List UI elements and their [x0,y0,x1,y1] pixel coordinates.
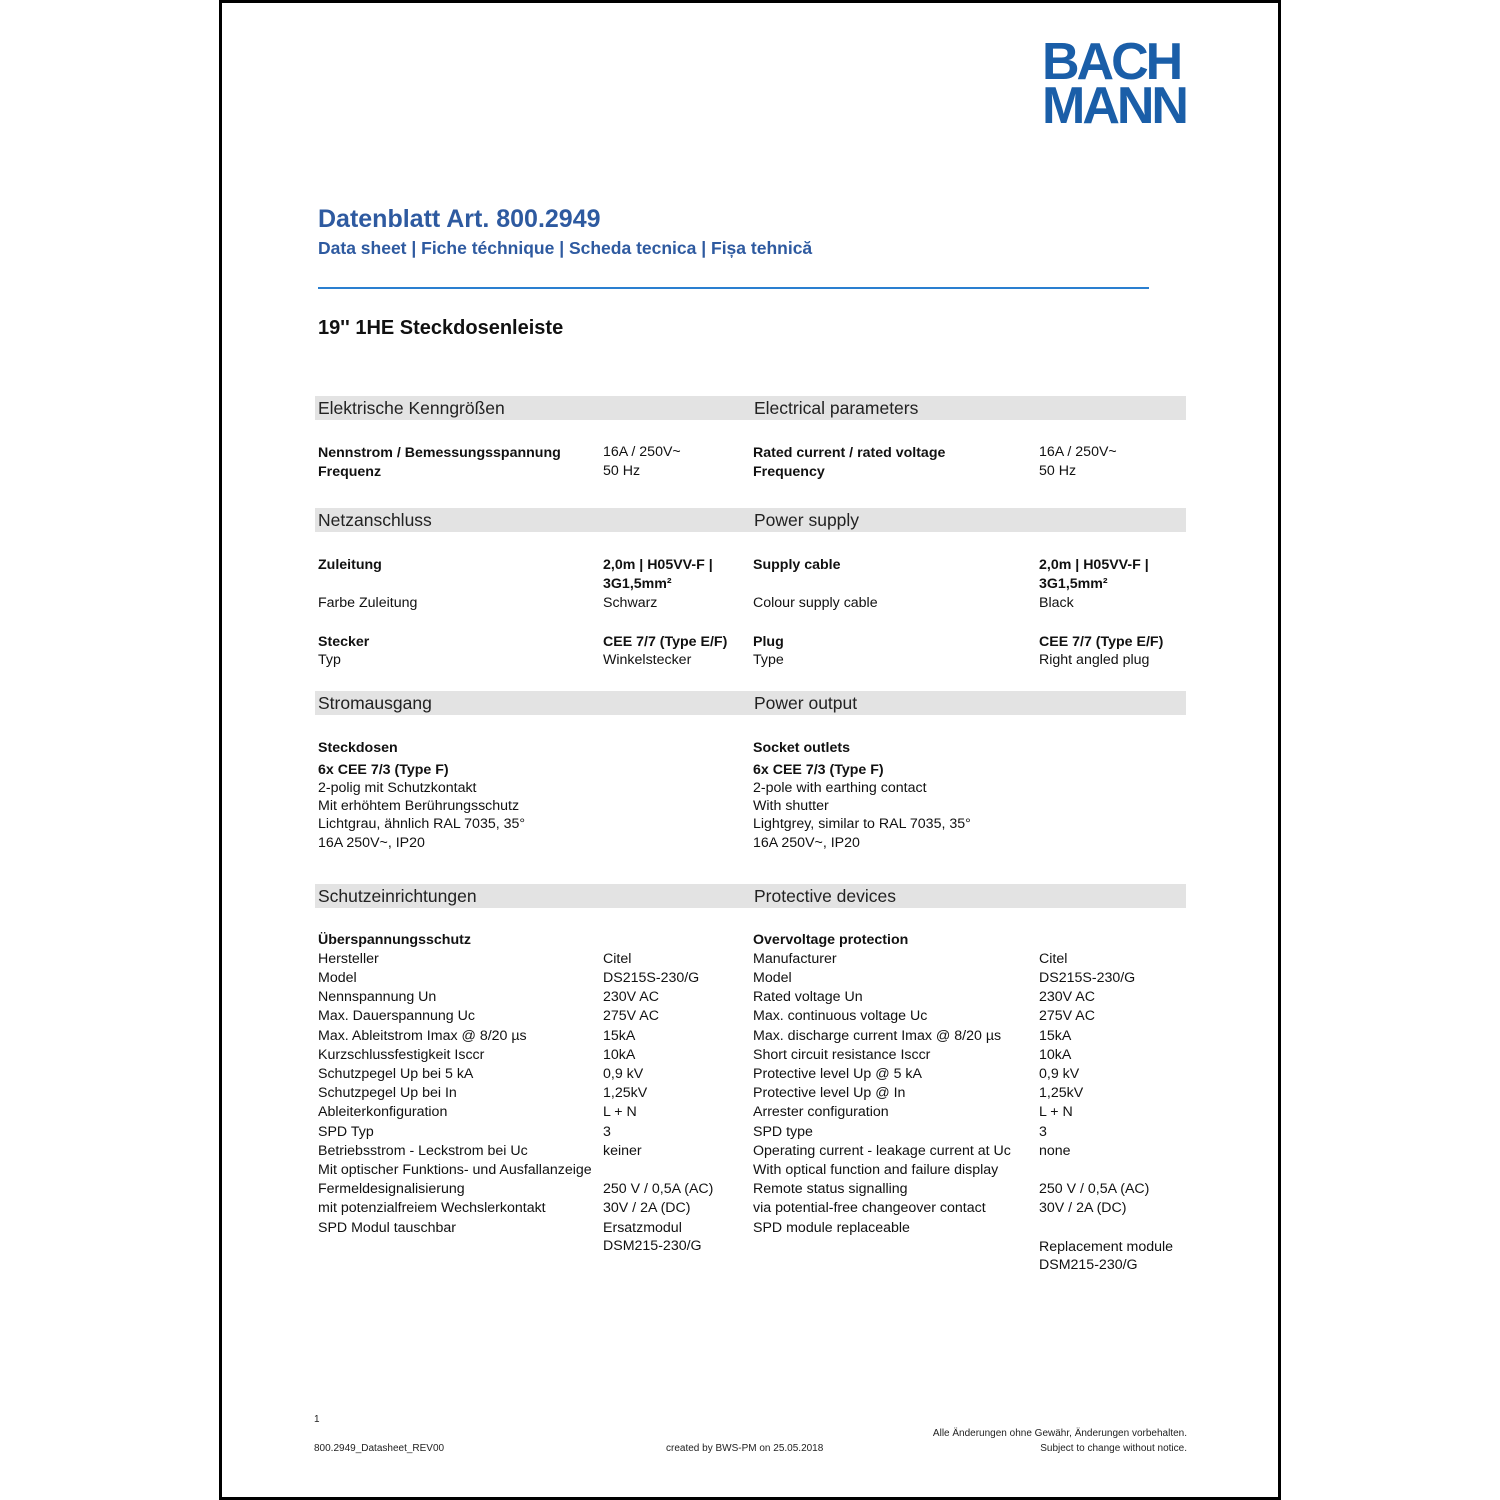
section-title-de: Schutzeinrichtungen [318,886,477,906]
output-heading: Socket outlets [753,740,850,756]
section-title-en: Power output [754,693,858,713]
spec-value: 10kA [603,1047,636,1063]
spec-label: via potential-free changeover contact [753,1200,986,1216]
spec-label: Schutzpegel Up bei 5 kA [318,1066,474,1082]
spec-label: Schutzpegel Up bei In [318,1085,457,1101]
output-line: Lightgrey, similar to RAL 7035, 35° [753,816,971,832]
output-subheading: 6x CEE 7/3 (Type F) [753,762,884,778]
disclaimer-de: Alle Änderungen ohne Gewähr, Änderungen vorbehalten. [932,1428,1187,1439]
spec-value: DSM215-230/G [603,1238,702,1254]
section-header-protective [315,884,1186,908]
spec-value: 15kA [603,1028,636,1044]
output-subheading: 6x CEE 7/3 (Type F) [318,762,449,778]
spec-label: Model [753,970,792,986]
section-header-electrical [315,396,1186,420]
spec-label: Fermeldesignalisierung [318,1181,465,1197]
spec-value: DSM215-230/G [1039,1257,1138,1273]
spec-label: Hersteller [318,951,379,967]
output-line: Mit erhöhtem Berührungsschutz [318,798,520,814]
header-divider [318,287,1149,289]
page-subtitle: Data sheet | Fiche téchnique | Scheda tecnica | Fișa tehnică [318,238,813,258]
logo-line-1: BACH [1042,33,1181,91]
spec-value: L + N [603,1104,637,1120]
spec-label: Type [753,652,784,668]
spec-label: Max. discharge current Imax @ 8/20 µs [753,1028,1002,1044]
section-header-supply [315,508,1186,532]
spec-label: Typ [318,652,341,668]
spec-label: Short circuit resistance Isccr [753,1047,931,1063]
spec-label: Betriebsstrom - Leckstrom bei Uc [318,1143,528,1159]
spec-label: mit potenzialfreiem Wechslerkontakt [318,1200,546,1216]
spec-value: none [1039,1143,1071,1159]
spec-label: Max. Ableitstrom Imax @ 8/20 µs [318,1028,527,1044]
spec-label: Max. Dauerspannung Uc [318,1008,475,1024]
spec-label: Model [318,970,357,986]
protection-heading: Überspannungsschutz [318,932,471,948]
spec-value: 275V AC [603,1008,660,1024]
spec-label: Rated voltage Un [753,989,863,1005]
spec-value: keiner [603,1143,642,1159]
spec-value: 16A / 250V~ [603,444,681,460]
spec-value: 30V / 2A (DC) [603,1200,691,1216]
spec-value: L + N [1039,1104,1073,1120]
spec-value: 16A / 250V~ [1039,444,1117,460]
spec-value: 2,0m | H05VV-F | [1039,557,1149,573]
bachmann-logo [1042,33,1190,135]
spec-value: CEE 7/7 (Type E/F) [603,634,728,650]
spec-value: 15kA [1039,1028,1072,1044]
spec-label: With optical function and failure display [753,1162,999,1178]
spec-value: Ersatzmodul [603,1220,682,1236]
spec-value: Citel [1039,951,1068,967]
spec-label: Ableiterkonfiguration [318,1104,448,1120]
document-id: 800.2949_Datasheet_REV00 [314,1443,445,1454]
spec-value: 250 V / 0,5A (AC) [1039,1181,1150,1197]
spec-label: Operating current - leakage current at Uc [753,1143,1011,1159]
spec-label: SPD Modul tauschbar [318,1220,457,1236]
section-title-de: Netzanschluss [318,510,432,530]
spec-value: DS215S-230/G [603,970,700,986]
spec-label: Farbe Zuleitung [318,595,418,611]
spec-value: 3G1,5mm² [603,576,672,592]
spec-label: Frequency [753,464,825,480]
spec-value: 50 Hz [1039,463,1077,479]
page-title: Datenblatt Art. 800.2949 [318,205,601,233]
spec-label: Rated current / rated voltage [753,445,946,461]
output-line: With shutter [753,798,829,814]
section-title-de: Stromausgang [318,693,432,713]
page-number: 1 [314,1414,320,1425]
spec-label: Colour supply cable [753,595,878,611]
section-title-en: Electrical parameters [754,398,919,418]
spec-value: 30V / 2A (DC) [1039,1200,1127,1216]
spec-value: 275V AC [1039,1008,1096,1024]
spec-value: 3 [603,1124,611,1140]
spec-label: Nennspannung Un [318,989,437,1005]
spec-label: Remote status signalling [753,1181,908,1197]
spec-value: 10kA [1039,1047,1072,1063]
output-heading: Steckdosen [318,740,398,756]
spec-label: SPD Typ [318,1124,374,1140]
logo-line-2: MANN [1042,77,1186,135]
spec-label: Mit optischer Funktions- und Ausfallanzeige [318,1162,592,1178]
spec-value: 2,0m | H05VV-F | [603,557,713,573]
spec-value: 1,25kV [603,1085,648,1101]
spec-value: CEE 7/7 (Type E/F) [1039,634,1164,650]
spec-value: Black [1039,595,1074,611]
output-line: 2-pole with earthing contact [753,780,927,796]
output-line: 2-polig mit Schutzkontakt [318,780,477,796]
output-line: 16A 250V~, IP20 [753,835,860,851]
spec-label: SPD type [753,1124,813,1140]
spec-value: 50 Hz [603,463,641,479]
spec-label: Kurzschlussfestigkeit Isccr [318,1047,485,1063]
spec-value: Replacement module [1039,1239,1174,1255]
spec-value: Winkelstecker [603,652,692,668]
spec-value: 0,9 kV [603,1066,644,1082]
disclaimer-en: Subject to change without notice. [1040,1443,1187,1454]
section-header-output [315,691,1186,715]
spec-label: Frequenz [318,464,382,480]
spec-value: 230V AC [1039,989,1096,1005]
spec-value: 3G1,5mm² [1039,576,1108,592]
spec-label: Supply cable [753,557,841,573]
spec-value: 1,25kV [1039,1085,1084,1101]
spec-label: Zuleitung [318,557,382,573]
spec-value: Schwarz [603,595,658,611]
section-title-en: Protective devices [754,886,897,906]
protection-heading: Overvoltage protection [753,932,909,948]
spec-value: 250 V / 0,5A (AC) [603,1181,714,1197]
spec-label: Nennstrom / Bemessungsspannung [318,445,561,461]
spec-value: 0,9 kV [1039,1066,1080,1082]
created-by: created by BWS-PM on 25.05.2018 [666,1443,824,1454]
spec-value: 3 [1039,1124,1047,1140]
output-line: 16A 250V~, IP20 [318,835,425,851]
spec-label: Protective level Up @ 5 kA [753,1066,922,1082]
spec-value: 230V AC [603,989,660,1005]
spec-label: Stecker [318,634,370,650]
spec-value: Citel [603,951,632,967]
section-title-en: Power supply [754,510,860,530]
output-line: Lichtgrau, ähnlich RAL 7035, 35° [318,816,526,832]
spec-value: Right angled plug [1039,652,1150,668]
spec-label: Arrester configuration [753,1104,889,1120]
spec-label: SPD module replaceable [753,1220,910,1236]
spec-label: Manufacturer [753,951,837,967]
spec-label: Max. continuous voltage Uc [753,1008,928,1024]
spec-label: Protective level Up @ In [753,1085,906,1101]
section-title-de: Elektrische Kenngrößen [318,398,505,418]
spec-value: DS215S-230/G [1039,970,1136,986]
spec-label: Plug [753,634,784,650]
product-name: 19'' 1HE Steckdosenleiste [318,317,564,339]
